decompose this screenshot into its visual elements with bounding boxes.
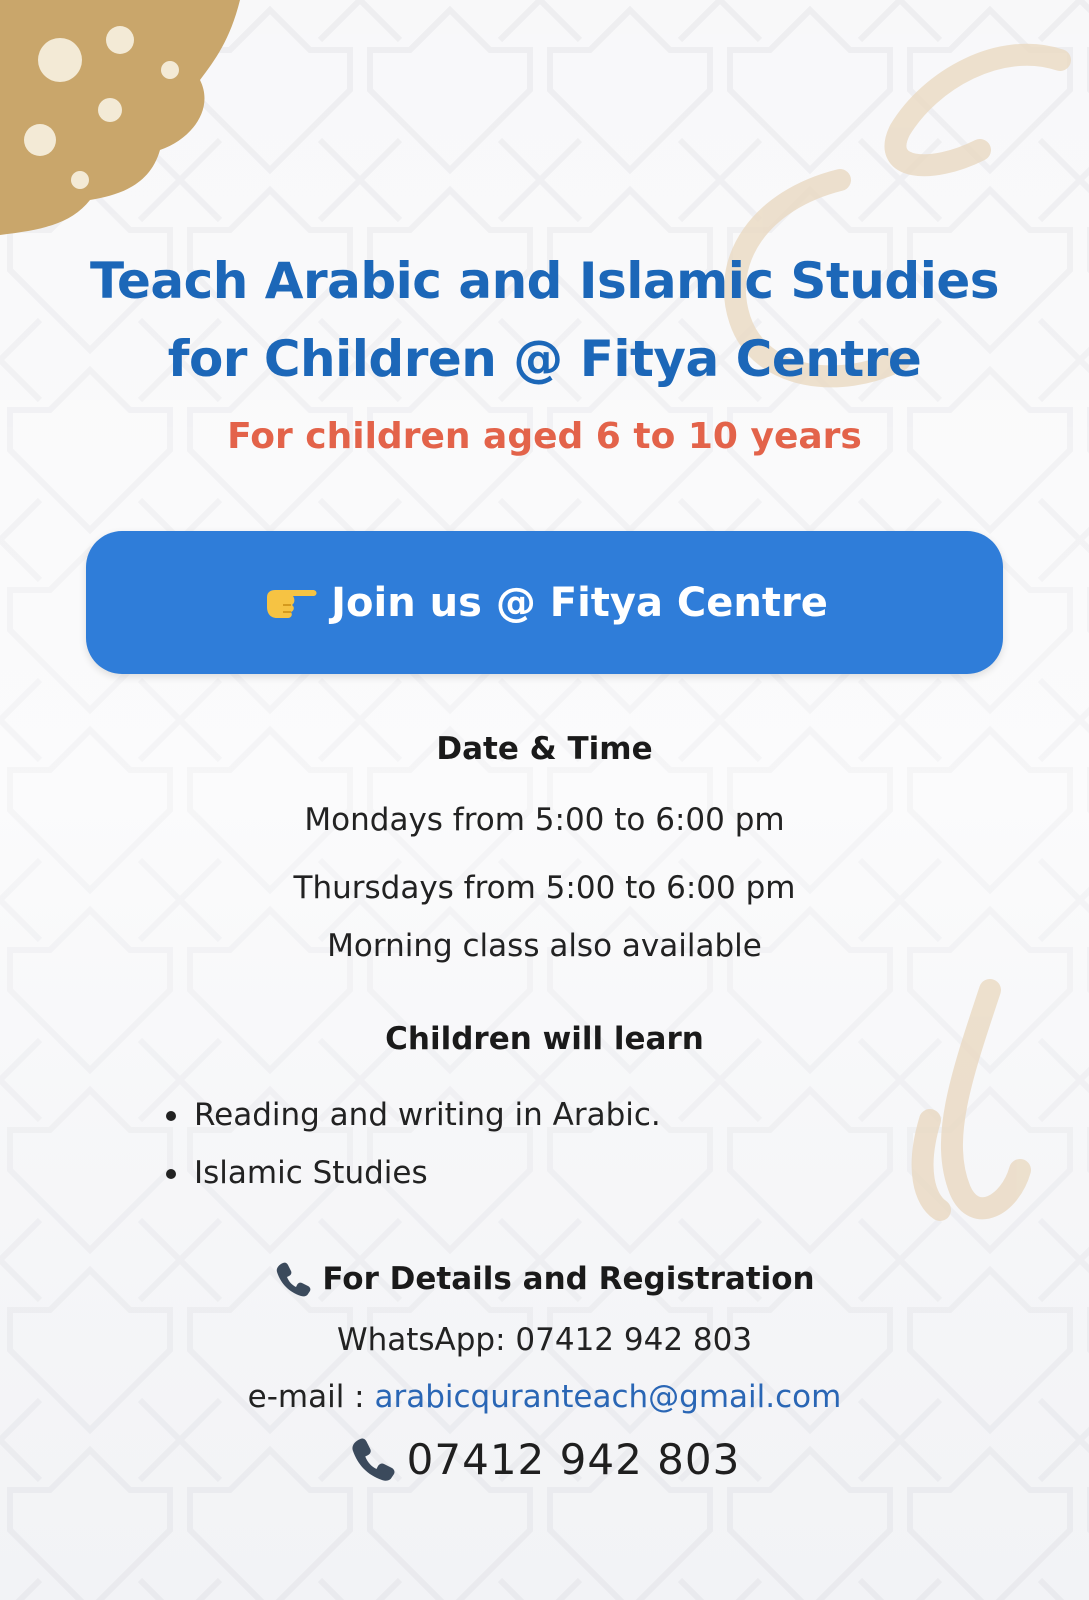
learn-list <box>160 1086 661 1202</box>
title-line-1: Teach Arabic and Islamic Studies <box>90 252 999 310</box>
page-title <box>0 242 1089 398</box>
list-item: Reading and writing in Arabic. <box>160 1086 661 1144</box>
email-row <box>0 1374 1089 1420</box>
phone-row <box>0 1434 1089 1488</box>
age-subtitle: For children aged 6 to 10 years <box>227 416 862 457</box>
title-line-2: for Children @ Fitya Centre <box>167 330 922 388</box>
schedule-line-monday: Mondays from 5:00 to 6:00 pm <box>304 802 785 838</box>
phone-icon <box>349 1434 399 1484</box>
email-label: e-mail : <box>247 1379 375 1415</box>
email-link[interactable]: arabicquranteach@gmail.com <box>374 1379 842 1415</box>
join-button-label: Join us @ Fitya Centre <box>331 579 828 626</box>
schedule-line-morning: Morning class also available <box>327 928 762 964</box>
whatsapp-number: WhatsApp: 07412 942 803 <box>336 1322 753 1358</box>
join-button[interactable] <box>86 531 1003 674</box>
phone-number[interactable]: 07412 942 803 <box>406 1434 741 1484</box>
pointing-hand-icon <box>261 583 319 623</box>
list-item: Islamic Studies <box>160 1144 661 1202</box>
contact-heading-row <box>0 1256 1089 1312</box>
contact-heading: For Details and Registration <box>322 1261 815 1297</box>
phone-icon <box>274 1259 314 1299</box>
schedule-heading: Date & Time <box>436 731 653 767</box>
learn-heading: Children will learn <box>385 1021 704 1057</box>
schedule-line-thursday: Thursdays from 5:00 to 6:00 pm <box>293 870 796 906</box>
